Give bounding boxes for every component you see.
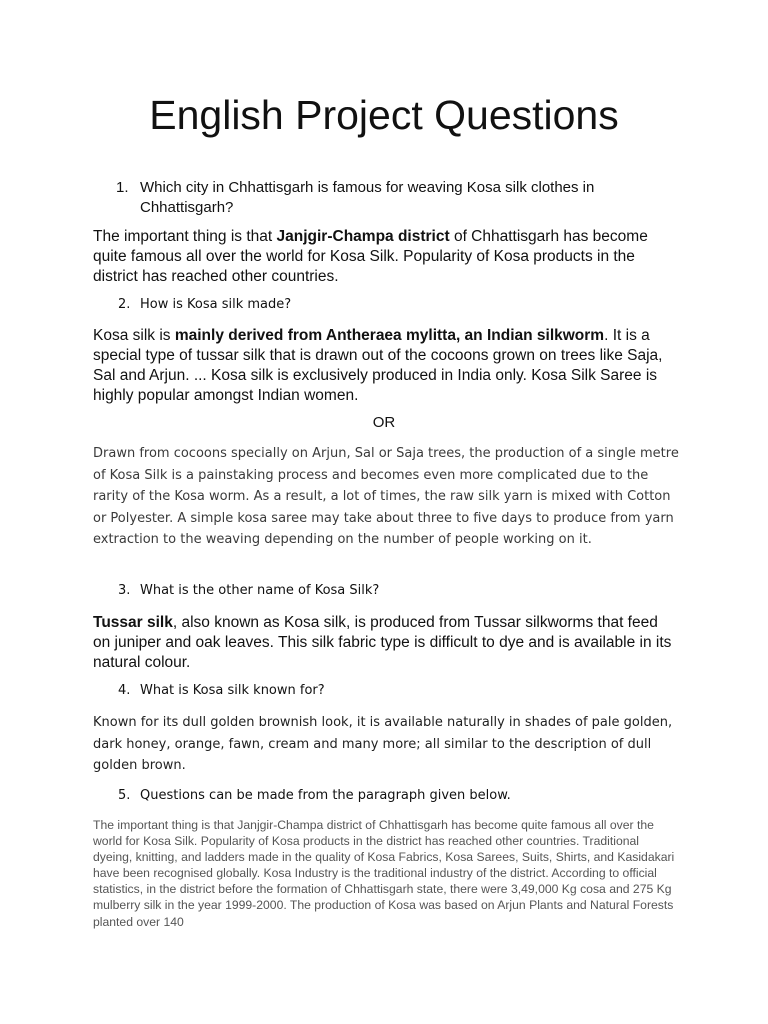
- question-text: Questions can be made from the paragraph given below.: [140, 788, 511, 803]
- answer-bold-text: mainly derived from Antheraea mylitta, an Indian silkworm: [174, 327, 605, 344]
- source-paragraph: The important thing is that Janjgir-Champa district of Chhattisgarh has become quite famous all over the world for Kosa Silk. Popularity of Kosa products in the district has reached other countries. Traditional dyeing, knitting, and ladders made in the quality of Kosa Fabrics, Kosa Sarees, Suits, Shirts, and Kasidakari have been recognised globally. Kosa Industry is the traditional industry of the district. According to official statistics, in the district before the formation of Chhattisgarh state, there were 3,49,000 Kg cosa and 275 Kg mulberry silk in the year 1999-2000. The production of Kosa was based on Arjun Plants and Natural Forests planted over 140: [93, 818, 675, 929]
- answer-bold-text: Tussar silk: [93, 614, 173, 631]
- answer-text: Kosa silk is: [93, 327, 175, 344]
- answer-3: [93, 613, 673, 673]
- question-5: [118, 787, 511, 805]
- question-1: [116, 178, 676, 218]
- question-text: What is Kosa silk known for?: [140, 683, 325, 698]
- question-text: What is the other name of Kosa Silk?: [140, 583, 380, 598]
- answer-2: [93, 326, 675, 406]
- question-text: How is Kosa silk made?: [140, 297, 292, 312]
- answer-bold-text: Janjgir-Champa district: [276, 228, 450, 245]
- or-separator: OR: [372, 414, 396, 431]
- answer-text: , also known as Kosa silk, is produced from Tussar silkworms that feed on juniper and oak leaves. This silk fabric type is difficult to dye and is available in its natural colour.: [93, 614, 672, 671]
- question-text: Which city in Chhattisgarh is famous for weaving Kosa silk clothes in Chhattisgarh?: [140, 179, 595, 216]
- question-number: 4.: [118, 683, 131, 698]
- answer-text: of Chhattisgarh has become quite famous all over the world for Kosa Silk. Popularity of Kosa products in the district has reached other countries.: [93, 228, 648, 285]
- answer-text: . It is a special type of tussar silk that is drawn out of the cocoons grown on trees like Saja, Sal and Arjun. ... Kosa silk is exclusively produced in India only. Kosa Silk Saree is highly popular amongst Indian women.: [93, 327, 663, 404]
- document-title: English Project Questions: [149, 92, 619, 138]
- answer-1: [93, 227, 673, 287]
- question-number: 2.: [118, 297, 131, 312]
- question-number: 5.: [118, 788, 131, 803]
- question-4: [118, 682, 325, 700]
- question-number: 3.: [118, 583, 131, 598]
- question-3: [118, 582, 379, 600]
- answer-2-alternative: Drawn from cocoons specially on Arjun, Sal or Saja trees, the production of a single metre of Kosa Silk is a painstaking process and becomes even more complicated due to the rarity of the Kosa worm. As a result, a lot of times, the raw silk yarn is mixed with Cotton or Polyester. A simple kosa saree may take about three to five days to produce from yarn extraction to the weaving depending on the number of people working on it.: [93, 446, 679, 548]
- question-2: [118, 296, 291, 314]
- question-number: 1.: [116, 179, 129, 196]
- answer-4: Known for its dull golden brownish look, it is available naturally in shades of pale golden, dark honey, orange, fawn, cream and many more; all similar to the description of dull golden brown.: [93, 715, 673, 774]
- answer-text: The important thing is that: [93, 228, 277, 245]
